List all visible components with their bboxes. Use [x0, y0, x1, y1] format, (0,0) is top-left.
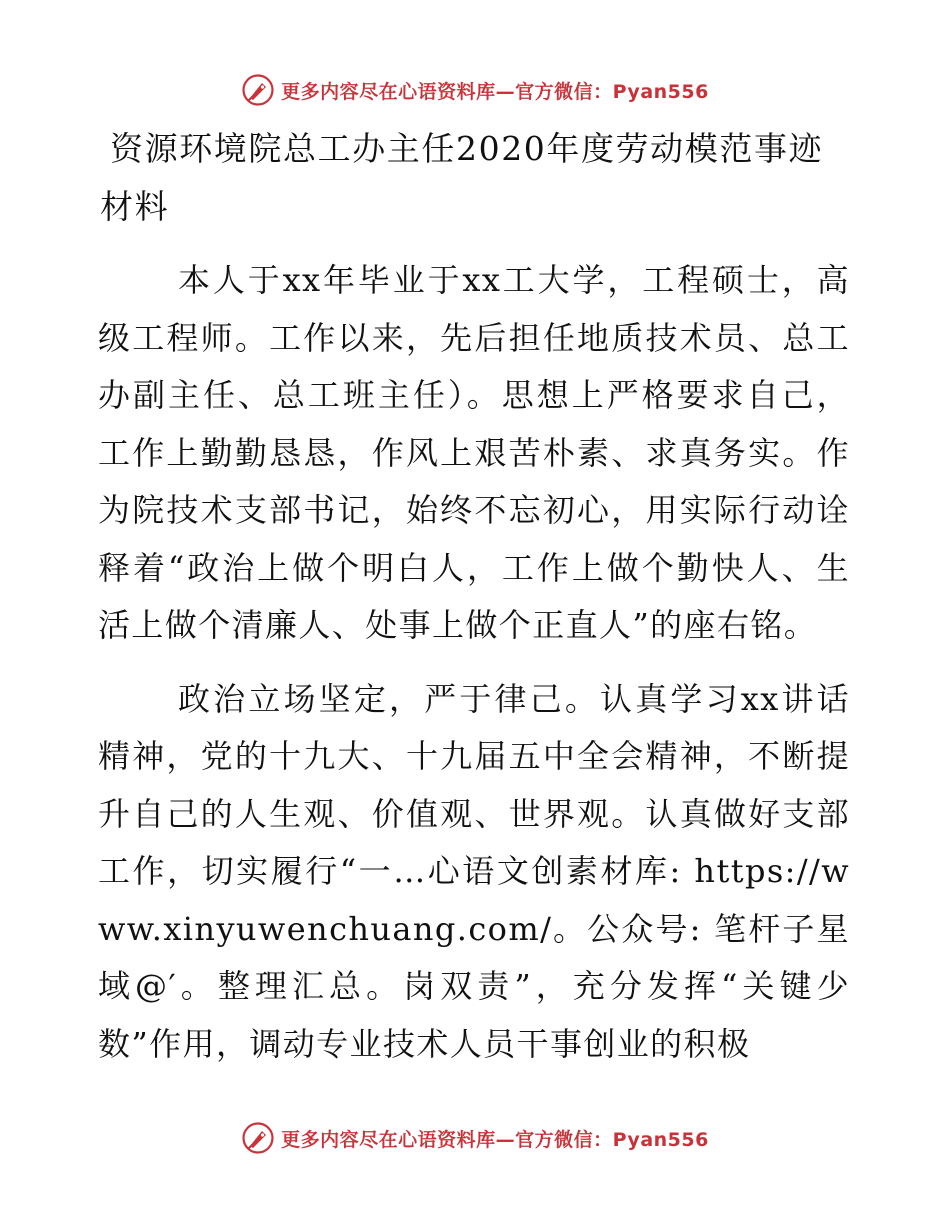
document-body	[98, 252, 850, 1089]
footer-watermark-text: 更多内容尽在心语资料库—官方微信：Pyan556	[281, 1128, 709, 1151]
page-title: 资源环境院总工办主任2020年度劳动模范事迹材料	[100, 129, 824, 226]
pen-nib-logo-icon	[241, 1121, 275, 1155]
paragraph-1: 本人于xx年毕业于xx工大学，工程硕士，高级工程师。工作以来，先后担任地质技术员、总工办副主任、总工班主任）。思想上严格要求自己，工作上勤勤恳恳，作风上艰苦朴素、求真务实。作为院技术支部书记，始终不忘初心，用实际行动诠释着“政治上做个明白人，工作上做个勤快人、生活上做个清廉人、处事上做个正直人”的座右铭。	[98, 261, 850, 644]
footer-watermark-banner	[0, 1118, 950, 1158]
paragraph-2: 政治立场坚定，严于律己。认真学习xx讲话精神，党的十九大、十九届五中全会精神，不断提升自己的人生观、价值观、世界观。认真做好支部工作，切实履行“一…心语文创素材库: https://www.xinyuwenchuang.com/。公众号: 笔杆子星域@′。整理汇总。岗双责”，充分发挥“关键少数”作用，调动专业技术人员干事创业的积极	[98, 679, 850, 1063]
pen-nib-logo-icon	[241, 73, 275, 107]
header-watermark-text: 更多内容尽在心语资料库—官方微信：Pyan556	[281, 80, 709, 103]
header-watermark-banner	[0, 70, 950, 110]
